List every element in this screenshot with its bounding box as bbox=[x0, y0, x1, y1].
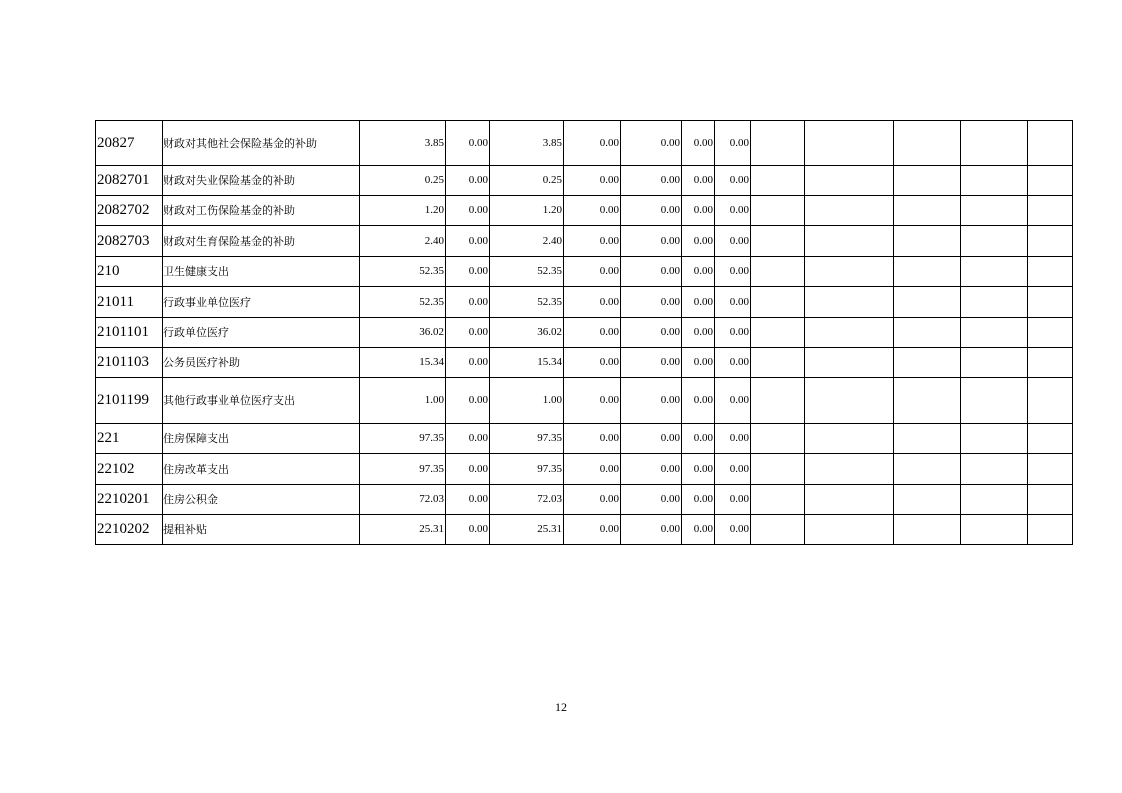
row-value: 0.00 bbox=[682, 515, 715, 545]
row-value: 0.00 bbox=[564, 454, 621, 485]
row-value: 0.00 bbox=[621, 485, 682, 515]
row-name: 卫生健康支出 bbox=[163, 257, 360, 287]
empty-cell bbox=[894, 454, 961, 485]
row-code: 2082702 bbox=[96, 196, 163, 226]
row-name: 住房改革支出 bbox=[163, 454, 360, 485]
empty-cell bbox=[961, 196, 1028, 226]
row-value: 36.02 bbox=[360, 318, 446, 348]
empty-cell bbox=[1028, 485, 1073, 515]
row-value: 0.00 bbox=[715, 257, 751, 287]
row-value: 0.00 bbox=[446, 196, 490, 226]
row-value: 0.00 bbox=[446, 424, 490, 454]
row-value: 0.00 bbox=[621, 378, 682, 424]
row-code: 2101103 bbox=[96, 348, 163, 378]
row-value: 0.00 bbox=[446, 378, 490, 424]
row-value: 0.00 bbox=[682, 318, 715, 348]
row-value: 0.00 bbox=[682, 348, 715, 378]
row-value: 1.00 bbox=[360, 378, 446, 424]
row-code: 2210202 bbox=[96, 515, 163, 545]
row-value: 0.00 bbox=[564, 121, 621, 166]
row-name: 行政单位医疗 bbox=[163, 318, 360, 348]
empty-cell bbox=[805, 196, 894, 226]
table-row bbox=[96, 166, 1073, 196]
row-value: 0.00 bbox=[715, 348, 751, 378]
row-name: 提租补贴 bbox=[163, 515, 360, 545]
table-row bbox=[96, 121, 1073, 166]
empty-cell bbox=[1028, 424, 1073, 454]
empty-cell bbox=[961, 257, 1028, 287]
empty-cell bbox=[961, 424, 1028, 454]
row-value: 0.00 bbox=[682, 257, 715, 287]
row-value: 0.00 bbox=[446, 166, 490, 196]
empty-cell bbox=[805, 454, 894, 485]
empty-cell bbox=[751, 378, 805, 424]
empty-cell bbox=[961, 121, 1028, 166]
empty-cell bbox=[961, 287, 1028, 318]
row-value: 0.00 bbox=[446, 287, 490, 318]
row-value: 0.00 bbox=[682, 196, 715, 226]
row-value: 0.00 bbox=[621, 454, 682, 485]
row-value: 0.00 bbox=[682, 287, 715, 318]
table-row bbox=[96, 196, 1073, 226]
row-value: 3.85 bbox=[360, 121, 446, 166]
row-value: 0.00 bbox=[682, 378, 715, 424]
row-value: 0.00 bbox=[682, 424, 715, 454]
empty-cell bbox=[805, 226, 894, 257]
empty-cell bbox=[805, 257, 894, 287]
row-value: 97.35 bbox=[360, 454, 446, 485]
row-code: 2082701 bbox=[96, 166, 163, 196]
row-value: 0.00 bbox=[682, 454, 715, 485]
row-value: 0.00 bbox=[682, 121, 715, 166]
row-value: 25.31 bbox=[490, 515, 564, 545]
empty-cell bbox=[751, 485, 805, 515]
empty-cell bbox=[894, 166, 961, 196]
row-code: 22102 bbox=[96, 454, 163, 485]
empty-cell bbox=[751, 226, 805, 257]
table-row bbox=[96, 515, 1073, 545]
row-value: 0.00 bbox=[564, 166, 621, 196]
row-value: 0.00 bbox=[564, 378, 621, 424]
table-row bbox=[96, 287, 1073, 318]
row-name: 住房保障支出 bbox=[163, 424, 360, 454]
empty-cell bbox=[961, 454, 1028, 485]
row-value: 0.00 bbox=[621, 424, 682, 454]
row-value: 0.00 bbox=[621, 166, 682, 196]
empty-cell bbox=[751, 257, 805, 287]
empty-cell bbox=[805, 166, 894, 196]
row-value: 0.00 bbox=[446, 454, 490, 485]
empty-cell bbox=[805, 515, 894, 545]
empty-cell bbox=[961, 515, 1028, 545]
empty-cell bbox=[1028, 257, 1073, 287]
row-value: 0.00 bbox=[682, 166, 715, 196]
empty-cell bbox=[1028, 226, 1073, 257]
row-value: 0.00 bbox=[715, 287, 751, 318]
table-row bbox=[96, 318, 1073, 348]
row-name: 财政对失业保险基金的补助 bbox=[163, 166, 360, 196]
table-row bbox=[96, 454, 1073, 485]
row-value: 0.00 bbox=[446, 485, 490, 515]
row-value: 97.35 bbox=[360, 424, 446, 454]
empty-cell bbox=[894, 515, 961, 545]
row-value: 0.00 bbox=[446, 121, 490, 166]
row-value: 0.00 bbox=[446, 348, 490, 378]
empty-cell bbox=[1028, 166, 1073, 196]
row-value: 0.00 bbox=[715, 121, 751, 166]
row-value: 0.00 bbox=[564, 257, 621, 287]
row-value: 0.00 bbox=[715, 226, 751, 257]
empty-cell bbox=[894, 318, 961, 348]
row-code: 2101101 bbox=[96, 318, 163, 348]
empty-cell bbox=[805, 287, 894, 318]
row-value: 0.00 bbox=[564, 318, 621, 348]
empty-cell bbox=[751, 348, 805, 378]
table-row bbox=[96, 257, 1073, 287]
row-name: 行政事业单位医疗 bbox=[163, 287, 360, 318]
empty-cell bbox=[1028, 515, 1073, 545]
empty-cell bbox=[805, 424, 894, 454]
row-value: 0.00 bbox=[564, 287, 621, 318]
row-value: 0.00 bbox=[621, 348, 682, 378]
row-value: 0.00 bbox=[715, 378, 751, 424]
empty-cell bbox=[751, 454, 805, 485]
row-value: 0.00 bbox=[564, 485, 621, 515]
row-value: 0.00 bbox=[715, 424, 751, 454]
row-value: 15.34 bbox=[360, 348, 446, 378]
page-number: 12 bbox=[555, 700, 567, 714]
table-row bbox=[96, 485, 1073, 515]
empty-cell bbox=[1028, 196, 1073, 226]
row-value: 0.00 bbox=[682, 485, 715, 515]
row-value: 0.00 bbox=[446, 226, 490, 257]
table-row bbox=[96, 424, 1073, 454]
row-name: 财政对工伤保险基金的补助 bbox=[163, 196, 360, 226]
row-value: 0.00 bbox=[621, 515, 682, 545]
empty-cell bbox=[1028, 348, 1073, 378]
row-value: 0.00 bbox=[446, 257, 490, 287]
row-value: 52.35 bbox=[490, 287, 564, 318]
row-value: 97.35 bbox=[490, 454, 564, 485]
row-value: 0.00 bbox=[621, 257, 682, 287]
row-value: 52.35 bbox=[360, 287, 446, 318]
row-value: 0.00 bbox=[715, 166, 751, 196]
row-code: 2082703 bbox=[96, 226, 163, 257]
row-value: 0.00 bbox=[715, 485, 751, 515]
row-value: 2.40 bbox=[360, 226, 446, 257]
row-value: 1.00 bbox=[490, 378, 564, 424]
row-value: 97.35 bbox=[490, 424, 564, 454]
empty-cell bbox=[751, 515, 805, 545]
row-value: 52.35 bbox=[360, 257, 446, 287]
empty-cell bbox=[961, 166, 1028, 196]
row-value: 1.20 bbox=[490, 196, 564, 226]
row-value: 0.00 bbox=[621, 121, 682, 166]
empty-cell bbox=[1028, 454, 1073, 485]
empty-cell bbox=[805, 348, 894, 378]
row-value: 2.40 bbox=[490, 226, 564, 257]
empty-cell bbox=[894, 378, 961, 424]
row-value: 0.00 bbox=[715, 515, 751, 545]
row-value: 72.03 bbox=[490, 485, 564, 515]
empty-cell bbox=[894, 121, 961, 166]
row-code: 221 bbox=[96, 424, 163, 454]
table-body bbox=[96, 121, 1073, 545]
empty-cell bbox=[961, 348, 1028, 378]
row-value: 0.00 bbox=[446, 515, 490, 545]
row-value: 0.00 bbox=[564, 226, 621, 257]
row-code: 2210201 bbox=[96, 485, 163, 515]
row-value: 0.00 bbox=[621, 318, 682, 348]
empty-cell bbox=[751, 196, 805, 226]
row-value: 0.00 bbox=[715, 454, 751, 485]
row-value: 0.25 bbox=[360, 166, 446, 196]
row-value: 25.31 bbox=[360, 515, 446, 545]
row-name: 其他行政事业单位医疗支出 bbox=[163, 378, 360, 424]
empty-cell bbox=[894, 257, 961, 287]
row-value: 52.35 bbox=[490, 257, 564, 287]
row-value: 72.03 bbox=[360, 485, 446, 515]
row-name: 公务员医疗补助 bbox=[163, 348, 360, 378]
empty-cell bbox=[751, 166, 805, 196]
empty-cell bbox=[805, 318, 894, 348]
row-name: 住房公积金 bbox=[163, 485, 360, 515]
empty-cell bbox=[805, 485, 894, 515]
row-value: 0.25 bbox=[490, 166, 564, 196]
row-value: 0.00 bbox=[564, 424, 621, 454]
empty-cell bbox=[894, 485, 961, 515]
empty-cell bbox=[894, 287, 961, 318]
row-value: 0.00 bbox=[715, 318, 751, 348]
empty-cell bbox=[751, 287, 805, 318]
empty-cell bbox=[894, 348, 961, 378]
empty-cell bbox=[961, 226, 1028, 257]
empty-cell bbox=[1028, 318, 1073, 348]
empty-cell bbox=[1028, 287, 1073, 318]
empty-cell bbox=[894, 226, 961, 257]
row-value: 0.00 bbox=[564, 348, 621, 378]
empty-cell bbox=[751, 121, 805, 166]
empty-cell bbox=[751, 424, 805, 454]
table-row bbox=[96, 226, 1073, 257]
row-code: 21011 bbox=[96, 287, 163, 318]
empty-cell bbox=[894, 424, 961, 454]
row-value: 0.00 bbox=[621, 287, 682, 318]
row-code: 2101199 bbox=[96, 378, 163, 424]
empty-cell bbox=[1028, 378, 1073, 424]
row-value: 36.02 bbox=[490, 318, 564, 348]
row-value: 3.85 bbox=[490, 121, 564, 166]
table-row bbox=[96, 348, 1073, 378]
row-value: 0.00 bbox=[682, 226, 715, 257]
row-name: 财政对其他社会保险基金的补助 bbox=[163, 121, 360, 166]
budget-table bbox=[95, 120, 1073, 545]
row-value: 1.20 bbox=[360, 196, 446, 226]
empty-cell bbox=[961, 485, 1028, 515]
row-name: 财政对生育保险基金的补助 bbox=[163, 226, 360, 257]
row-code: 210 bbox=[96, 257, 163, 287]
row-value: 0.00 bbox=[621, 226, 682, 257]
row-code: 20827 bbox=[96, 121, 163, 166]
row-value: 0.00 bbox=[715, 196, 751, 226]
row-value: 0.00 bbox=[621, 196, 682, 226]
table-row bbox=[96, 378, 1073, 424]
empty-cell bbox=[961, 378, 1028, 424]
empty-cell bbox=[805, 121, 894, 166]
empty-cell bbox=[751, 318, 805, 348]
row-value: 0.00 bbox=[446, 318, 490, 348]
empty-cell bbox=[805, 378, 894, 424]
row-value: 15.34 bbox=[490, 348, 564, 378]
empty-cell bbox=[1028, 121, 1073, 166]
row-value: 0.00 bbox=[564, 515, 621, 545]
empty-cell bbox=[894, 196, 961, 226]
row-value: 0.00 bbox=[564, 196, 621, 226]
empty-cell bbox=[961, 318, 1028, 348]
